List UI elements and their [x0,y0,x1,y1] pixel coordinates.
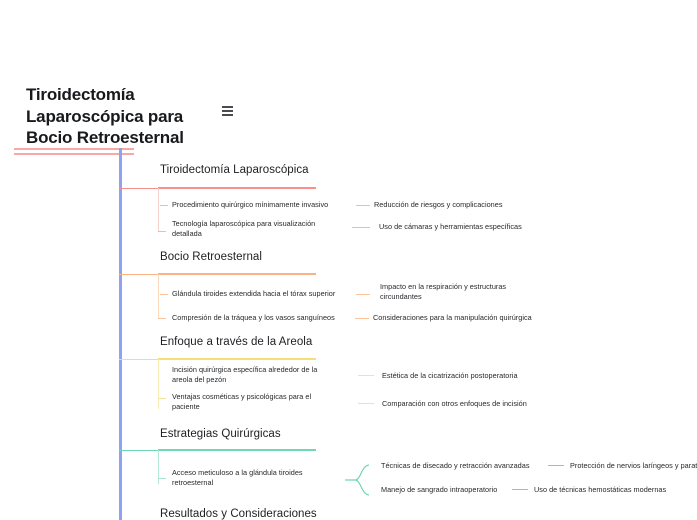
branch-2-child-1-tick [160,294,168,295]
branch-3-stem [158,359,159,409]
branch-2-connector [119,274,160,275]
branch-3-child-2-label[interactable]: Ventajas cosméticas y psicológicas para el paciente [172,392,312,411]
root-underline-top [14,148,134,150]
branch-4-label[interactable]: Estrategias Quirúrgicas [160,428,281,440]
branch-1-underline [158,187,316,189]
branch-1-child-1-label[interactable]: Procedimiento quirúrgico mínimamente invasivo [172,200,329,209]
branch-1-stem [158,188,159,232]
hamburger-line-3 [222,114,233,116]
branch-1-label[interactable]: Tiroidectomía Laparoscópica [160,164,309,176]
branch-4-child-1-label[interactable]: Acceso meticuloso a la glándula tiroides retroesternal [172,468,303,487]
branch-3-child-1-label[interactable]: Incisión quirúrgica específica alrededor de la areola del pezón [172,365,318,384]
branch-1-child-1-leaf-label[interactable]: Reducción de riesgos y complicaciones [374,200,503,209]
branch-3-connector [119,359,160,360]
root-underline-bottom [14,153,134,155]
branch-3-child-1-leaf-label[interactable]: Estética de la cicatrización postoperatoria [382,371,518,380]
branch-2-child-1-leaf-tick [356,294,370,295]
branch-2-child-1-label[interactable]: Glándula tiroides extendida hacia el tórax superior [172,289,336,298]
branch-5-label[interactable]: Resultados y Consideraciones [160,508,317,520]
branch-4-greatgrandchild-1-label[interactable]: Protección de nervios laríngeos y parat [570,461,697,470]
branch-4-connector [119,450,160,451]
branch-1-child-1-leaf-tick [356,205,370,206]
branch-4-grandchild-1-tick [548,465,564,466]
branch-4-greatgrandchild-2-label[interactable]: Uso de técnicas hemostáticas modernas [534,485,667,494]
branch-2-child-2-tick [158,318,166,319]
branch-3-child-2-tick [158,398,166,399]
branch-4-grandchild-2-label[interactable]: Manejo de sangrado intraoperatorio [381,485,498,494]
page-title-line-1: Tiroidectomía [26,85,135,104]
branch-4-grandchild-2-tick [512,489,528,490]
page-title-line-3: Bocio Retroesternal [26,128,184,147]
branch-1-child-2-leaf-tick [352,227,370,228]
branch-2-child-2-leaf-label[interactable]: Consideraciones para la manipulación quirúrgica [373,313,532,322]
branch-3-underline [158,358,316,360]
page-title [26,84,226,149]
branch-4-grandchild-1-label[interactable]: Técnicas de disecado y retracción avanzadas [381,461,530,470]
branch-2-underline [158,273,316,275]
branch-2-child-2-leaf-tick [355,318,369,319]
branch-4-bracket-connector [345,460,381,500]
hamburger-line-1 [222,106,233,108]
branch-1-child-2-leaf-label[interactable]: Uso de cámaras y herramientas específicas [379,222,522,231]
page-title-line-2: Laparoscópica para [26,106,184,126]
branch-2-stem [158,274,159,319]
branch-4-underline [158,449,316,451]
branch-2-child-1-leaf-label[interactable]: Impacto en la respiración y estructuras circundantes [380,282,507,301]
branch-1-child-2-label[interactable]: Tecnología laparoscópica para visualización detallada [172,219,316,238]
branch-4-child-1-tick [158,478,166,479]
branch-3-child-2-leaf-tick [358,403,374,404]
mindmap-trunk-line [119,148,122,520]
branch-3-label[interactable]: Enfoque a través de la Areola [160,336,313,348]
branch-3-child-1-leaf-tick [358,375,374,376]
branch-2-child-2-label[interactable]: Compresión de la tráquea y los vasos sanguíneos [172,313,335,322]
branch-1-child-1-tick [160,205,168,206]
branch-2-label[interactable]: Bocio Retroesternal [160,251,262,263]
hamburger-menu-icon[interactable] [222,106,236,118]
branch-3-child-2-leaf-label[interactable]: Comparación con otros enfoques de incisión [382,399,527,408]
branch-1-child-2-tick [158,231,166,232]
branch-1-connector [119,188,160,189]
hamburger-line-2 [222,110,233,112]
